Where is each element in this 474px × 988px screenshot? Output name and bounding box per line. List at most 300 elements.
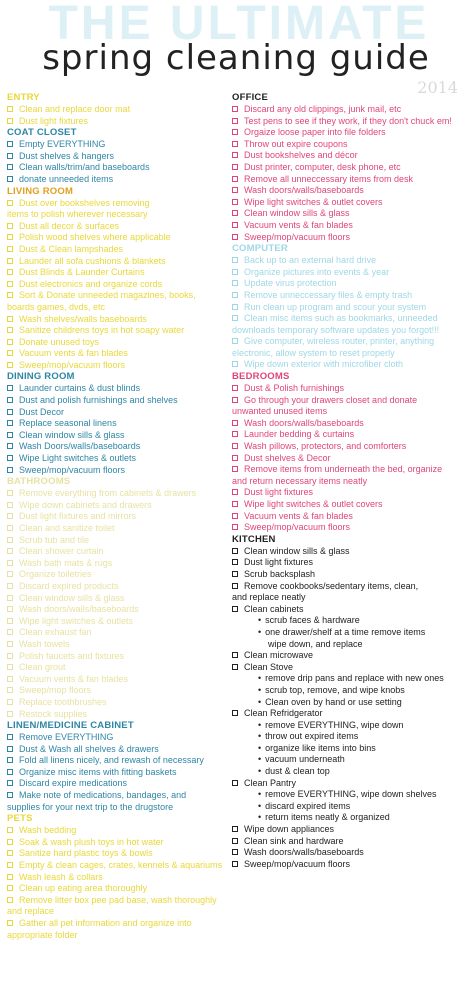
item-label: appropriate folder — [7, 929, 78, 940]
checkbox[interactable] — [232, 652, 238, 658]
item-label: Launder bedding & curtains — [244, 429, 355, 440]
item-label: Clean window sills & glass — [19, 429, 125, 440]
checkbox[interactable] — [232, 152, 238, 158]
checklist-item — [232, 836, 468, 848]
item-label: Dust light fixtures and mirrors — [19, 511, 137, 522]
checkbox[interactable] — [232, 164, 238, 170]
checkbox[interactable] — [232, 420, 238, 426]
checklist-item — [7, 232, 231, 244]
bullet-icon: • — [258, 626, 262, 637]
checklist-item — [232, 406, 468, 418]
item-label: Dust all decor & surfaces — [19, 220, 120, 231]
item-label: Scrub backsplash — [244, 568, 316, 579]
checkbox[interactable] — [7, 362, 13, 368]
item-label: Clean sink and hardware — [244, 835, 344, 846]
checklist-item — [7, 267, 231, 279]
checklist-item — [232, 662, 468, 674]
checklist-item — [7, 104, 231, 116]
item-label: Wipe Light switches & outlets — [19, 453, 137, 464]
checklist-item — [7, 348, 231, 360]
item-label: Clean Refridgerator — [244, 708, 323, 719]
item-label: remove EVERYTHING, wipe down shelves — [265, 789, 437, 800]
checkbox[interactable] — [7, 176, 13, 182]
checkbox[interactable] — [232, 106, 238, 112]
sub-item — [232, 720, 468, 732]
section-title: KITCHEN — [232, 533, 276, 545]
section-linen-medicine-cabinet — [7, 720, 231, 813]
checkbox[interactable] — [7, 397, 13, 403]
item-label: Sort & Donate unneeded magazines, books, — [19, 290, 196, 301]
checkbox[interactable] — [7, 827, 13, 833]
checkbox[interactable] — [7, 525, 13, 531]
item-label: Dust over bookshelves removing — [19, 197, 150, 208]
item-label: and replace — [7, 906, 55, 917]
checkbox[interactable] — [232, 129, 238, 135]
checklist-item — [232, 174, 468, 186]
checklist-item — [7, 407, 231, 419]
checkbox[interactable] — [7, 153, 13, 159]
checklist-item — [232, 708, 468, 720]
checkbox[interactable] — [7, 664, 13, 670]
checkbox[interactable] — [7, 862, 13, 868]
item-label: return items neatly & organized — [265, 812, 390, 823]
bullet-icon: • — [258, 696, 262, 707]
item-label: Remove everything from cabinets & drawers — [19, 488, 197, 499]
checkbox[interactable] — [232, 443, 238, 449]
checkbox[interactable] — [7, 164, 13, 170]
item-label: Clean shower curtain — [19, 546, 104, 557]
checkbox[interactable] — [232, 861, 238, 867]
checkbox[interactable] — [232, 559, 238, 565]
section-dining-room — [7, 371, 231, 476]
checkbox[interactable] — [7, 897, 13, 903]
bullet-icon: • — [258, 615, 262, 626]
checklist-item — [7, 198, 231, 210]
item-label: Clean up eating area thoroughly — [19, 883, 148, 894]
sub-item — [232, 766, 468, 778]
bullet-icon: • — [258, 673, 262, 684]
checkbox[interactable] — [7, 281, 13, 287]
checklist-item — [7, 662, 231, 674]
item-label: Sweep/mop floors — [19, 685, 92, 696]
checklist-item — [7, 325, 231, 337]
checkbox[interactable] — [232, 397, 238, 403]
checkbox[interactable] — [232, 280, 238, 286]
item-label: Soak & wash plush toys in hot water — [19, 836, 164, 847]
checkbox[interactable] — [7, 874, 13, 880]
checkbox[interactable] — [7, 490, 13, 496]
checkbox[interactable] — [232, 234, 238, 240]
checkbox[interactable] — [232, 455, 238, 461]
item-label: Clean microwave — [244, 650, 314, 661]
item-label: Clean Stove — [244, 661, 294, 672]
item-label: Dust printer, computer, desk phone, etc — [244, 161, 401, 172]
item-label: Donate unused toys — [19, 336, 100, 347]
item-label: Wash towels — [19, 638, 70, 649]
checklist-item — [7, 465, 231, 477]
sub-item — [232, 801, 468, 813]
checkbox[interactable] — [232, 385, 238, 391]
item-label: Replace seasonal linens — [19, 418, 117, 429]
item-label: Remove cookbooks/sedentary items, clean, — [244, 580, 419, 591]
bullet-icon: • — [258, 742, 262, 753]
checkbox[interactable] — [232, 431, 238, 437]
item-label: Remove unneccessary files & empty trash — [244, 289, 413, 300]
checkbox[interactable] — [7, 513, 13, 519]
bullet-icon: • — [258, 800, 262, 811]
checkbox[interactable] — [7, 769, 13, 775]
item-label: Wash shelves/walls baseboards — [19, 313, 147, 324]
item-label: Dust & Polish furnishings — [244, 383, 345, 394]
checklist-item — [7, 569, 231, 581]
checklist-item — [7, 581, 231, 593]
section-title: PETS — [7, 813, 33, 825]
checkbox[interactable] — [232, 141, 238, 147]
item-label: Dust Blinds & Launder Curtains — [19, 267, 145, 278]
checkbox[interactable] — [7, 850, 13, 856]
item-label: Discard expire medications — [19, 778, 128, 789]
checklist-item — [7, 883, 231, 895]
checklist-item — [232, 104, 468, 116]
checkbox[interactable] — [7, 223, 13, 229]
checkbox[interactable] — [7, 885, 13, 891]
item-label: Launder all sofa cushions & blankets — [19, 255, 166, 266]
checkbox[interactable] — [7, 687, 13, 693]
checklist-item — [7, 174, 231, 186]
checklist-item — [7, 767, 231, 779]
item-label: Remove EVERYTHING — [19, 732, 114, 743]
item-label: Remove items from underneath the bed, organize — [244, 464, 443, 475]
checklist-item — [232, 487, 468, 499]
checkbox[interactable] — [232, 257, 238, 263]
checklist-item — [7, 139, 231, 151]
item-label: Clean exhaust fan — [19, 627, 92, 638]
checklist-item — [232, 359, 468, 371]
checklist-item — [7, 511, 231, 523]
item-label: Vacuum vents & fan blades — [19, 348, 128, 359]
page-title: spring cleaning guide — [42, 38, 430, 78]
item-label: Dust shelves & hangers — [19, 150, 115, 161]
checklist-item — [232, 325, 468, 337]
checkbox[interactable] — [7, 757, 13, 763]
sub-item — [232, 812, 468, 824]
checkbox[interactable] — [7, 641, 13, 647]
checkbox[interactable] — [7, 734, 13, 740]
checkbox[interactable] — [7, 106, 13, 112]
checkbox[interactable] — [7, 141, 13, 147]
checklist-item — [232, 847, 468, 859]
checklist-item — [7, 221, 231, 233]
checkbox[interactable] — [7, 746, 13, 752]
sub-item — [232, 627, 468, 639]
checklist-item — [232, 569, 468, 581]
checkbox[interactable] — [232, 606, 238, 612]
item-label: Clean cabinets — [244, 603, 304, 614]
checklist-item — [7, 383, 231, 395]
item-label: and replace neatly — [232, 592, 306, 603]
checkbox[interactable] — [7, 234, 13, 240]
checkbox[interactable] — [232, 199, 238, 205]
checklist-item — [232, 197, 468, 209]
checklist-item — [232, 162, 468, 174]
checkbox[interactable] — [232, 501, 238, 507]
sub-item — [232, 743, 468, 755]
sub-item — [232, 673, 468, 685]
item-label: Polish wood shelves where applicable — [19, 232, 171, 243]
checkbox[interactable] — [7, 443, 13, 449]
checklist-item — [232, 383, 468, 395]
checkbox[interactable] — [232, 571, 238, 577]
checklist-item — [232, 127, 468, 139]
checklist-item — [7, 651, 231, 663]
checkbox[interactable] — [7, 583, 13, 589]
item-label: Restock supplies — [19, 708, 88, 719]
checkbox[interactable] — [232, 315, 238, 321]
item-label: Launder curtains & dust blinds — [19, 383, 141, 394]
checklist-item — [7, 418, 231, 430]
checklist-item — [232, 220, 468, 232]
checkbox[interactable] — [7, 571, 13, 577]
item-label: throw out expired items — [265, 731, 359, 742]
item-label: Organize misc items with fitting baskets — [19, 766, 177, 777]
checkbox[interactable] — [232, 187, 238, 193]
checkbox[interactable] — [232, 548, 238, 554]
checklist-item — [232, 429, 468, 441]
section-title: OFFICE — [232, 92, 269, 103]
checklist-item — [7, 872, 231, 884]
checklist-item — [232, 522, 468, 534]
item-label: donate unneeded items — [19, 173, 114, 184]
section-bedrooms — [232, 371, 468, 534]
item-label: Wash doors/walls/baseboards — [244, 185, 364, 196]
checklist-item — [7, 732, 231, 744]
item-label: Throw out expire coupons — [244, 138, 348, 149]
item-label: Discard any old clippings, junk mail, etc — [244, 104, 402, 114]
checklist-item — [7, 825, 231, 837]
checklist-item — [232, 464, 468, 476]
checklist-item — [7, 279, 231, 291]
item-label: Dust electronics and organize cords — [19, 278, 163, 289]
item-label: organize like items into bins — [265, 742, 376, 753]
section-entry — [7, 92, 231, 127]
item-label: Orgaize loose paper into file folders — [244, 127, 386, 138]
checkbox[interactable] — [232, 826, 238, 832]
item-label: Go through your drawers closet and donate — [244, 394, 418, 405]
checkbox[interactable] — [232, 710, 238, 716]
checkbox[interactable] — [232, 338, 238, 344]
checkbox[interactable] — [232, 210, 238, 216]
section-coat-closet — [7, 127, 231, 185]
checkbox[interactable] — [232, 838, 238, 844]
checkbox[interactable] — [7, 839, 13, 845]
checkbox[interactable] — [7, 699, 13, 705]
checklist-item — [7, 430, 231, 442]
checkbox[interactable] — [7, 200, 13, 206]
checklist-item — [232, 511, 468, 523]
item-label: Dust light fixtures — [244, 557, 314, 568]
checkbox[interactable] — [232, 583, 238, 589]
checkbox[interactable] — [7, 467, 13, 473]
checkbox[interactable] — [7, 316, 13, 322]
checkbox[interactable] — [232, 361, 238, 367]
checkbox[interactable] — [232, 269, 238, 275]
item-label: Vacuum vents & fan blades — [244, 510, 353, 521]
item-label: scrub faces & hardware — [265, 615, 360, 626]
checkbox[interactable] — [7, 292, 13, 298]
item-label: Clean grout — [19, 662, 66, 673]
checklist-item — [7, 256, 231, 268]
checkbox[interactable] — [7, 711, 13, 717]
item-label: Remove all unneccessary items from desk — [244, 173, 414, 184]
checklist-item — [7, 895, 231, 907]
item-label: Wipe light switches & outlet covers — [244, 499, 383, 509]
checkbox[interactable] — [7, 258, 13, 264]
checklist-item — [7, 546, 231, 558]
checkbox[interactable] — [7, 269, 13, 275]
checklist-item — [7, 709, 231, 721]
item-label: Vacuum vents & fan blades — [19, 673, 128, 684]
checkbox[interactable] — [7, 629, 13, 635]
checkbox[interactable] — [232, 489, 238, 495]
sub-item — [232, 789, 468, 801]
checkbox[interactable] — [232, 849, 238, 855]
section-title: DINING ROOM — [7, 371, 75, 383]
checklist-item — [7, 930, 231, 942]
checkbox[interactable] — [7, 327, 13, 333]
item-label: Sweep/mop/vacuum floors — [244, 231, 351, 242]
item-label: Polish faucets and fixtures — [19, 650, 125, 661]
item-label: Sweep/mop/vacuum floors — [19, 359, 126, 370]
checkbox[interactable] — [7, 653, 13, 659]
checklist-item — [7, 441, 231, 453]
item-label: Fold all linens nicely, and rewash of necessary — [19, 755, 204, 766]
item-label: Clean window sills & glass — [244, 208, 350, 219]
item-label: Wash doors/walls/baseboards — [244, 417, 364, 428]
checkbox[interactable] — [7, 792, 13, 798]
checklist-item — [7, 453, 231, 465]
checklist-item — [7, 627, 231, 639]
section-pets — [7, 813, 231, 941]
checkbox[interactable] — [7, 606, 13, 612]
checklist-item — [232, 336, 468, 348]
checkbox[interactable] — [7, 560, 13, 566]
item-label: Clean window sills & glass — [19, 592, 125, 603]
item-label: Wash doors/walls/baseboards — [244, 847, 364, 858]
item-label: Sanitize hard plastic toys & bowls — [19, 848, 153, 859]
section-title: COMPUTER — [232, 243, 288, 255]
checklist-item — [232, 395, 468, 407]
checklist-item — [7, 674, 231, 686]
item-label: scrub top, remove, and wipe knobs — [265, 684, 405, 695]
checklist-item — [232, 185, 468, 197]
item-label: vacuum underneath — [265, 754, 345, 765]
item-label: dust & clean top — [265, 766, 330, 777]
item-label: Clean misc items such as bookmarks, unneeded — [244, 313, 438, 324]
item-label: Clean and replace door mat — [19, 104, 131, 114]
checklist-item — [7, 685, 231, 697]
item-label: Sanitize childrens toys in hot soapy water — [19, 325, 185, 336]
bullet-icon: • — [258, 731, 262, 742]
item-label: Clean walls/trim/and baseboards — [19, 162, 150, 173]
item-label: discard expired items — [265, 800, 351, 811]
checkbox[interactable] — [7, 595, 13, 601]
checklist-item — [232, 650, 468, 662]
checkbox[interactable] — [7, 409, 13, 415]
checkbox[interactable] — [7, 618, 13, 624]
checkbox[interactable] — [232, 524, 238, 530]
checkbox[interactable] — [7, 548, 13, 554]
checkbox[interactable] — [7, 385, 13, 391]
checklist-item — [232, 150, 468, 162]
item-label: Back up to an external hard drive — [244, 255, 377, 266]
checklist-item — [232, 139, 468, 151]
checkbox[interactable] — [7, 537, 13, 543]
item-label: Wash bath mats & rugs — [19, 557, 113, 568]
item-label: Wipe down exterior with microfiber cloth — [244, 359, 404, 370]
checklist-item — [7, 860, 231, 872]
checkbox[interactable] — [7, 676, 13, 682]
checklist-item — [7, 697, 231, 709]
item-label: Wipe light switches & outlet covers — [244, 196, 383, 207]
checklist-item — [7, 162, 231, 174]
item-label: Dust shelves & Decor — [244, 452, 331, 463]
checkbox[interactable] — [232, 222, 238, 228]
item-label: Scrub tub and tile — [19, 534, 90, 545]
checkbox[interactable] — [232, 466, 238, 472]
year-label: 2014 — [417, 78, 458, 97]
checkbox[interactable] — [232, 118, 238, 124]
checklist-item — [7, 488, 231, 500]
checklist-item — [232, 278, 468, 290]
checkbox[interactable] — [7, 420, 13, 426]
checkbox[interactable] — [7, 350, 13, 356]
checklist-item — [7, 604, 231, 616]
checkbox[interactable] — [7, 118, 13, 124]
item-label: supplies for your next trip to the drugstore — [7, 801, 174, 812]
checkbox[interactable] — [7, 339, 13, 345]
checkbox[interactable] — [7, 432, 13, 438]
checkbox[interactable] — [232, 664, 238, 670]
checklist-item — [232, 581, 468, 593]
checkbox[interactable] — [7, 502, 13, 508]
checkbox[interactable] — [232, 780, 238, 786]
section-title: LIVING ROOM — [7, 185, 74, 197]
checkbox[interactable] — [232, 176, 238, 182]
checkbox[interactable] — [232, 292, 238, 298]
checklist-item — [7, 360, 231, 372]
checklist-item — [232, 208, 468, 220]
checkbox[interactable] — [7, 780, 13, 786]
checkbox[interactable] — [7, 455, 13, 461]
item-label: items to polish wherever necessary — [7, 209, 148, 220]
bullet-icon: • — [258, 754, 262, 765]
checkbox[interactable] — [232, 304, 238, 310]
section-kitchen — [232, 534, 468, 871]
item-label: Dust bookshelves and décor — [244, 150, 358, 161]
item-label: Run clean up program and scour your system — [244, 301, 427, 312]
checklist-item — [232, 859, 468, 871]
checkbox[interactable] — [7, 920, 13, 926]
checkbox[interactable] — [232, 513, 238, 519]
checkbox[interactable] — [7, 246, 13, 252]
checklist-item — [232, 453, 468, 465]
item-label: Empty EVERYTHING — [19, 139, 106, 150]
checklist-item — [7, 616, 231, 628]
section-office — [232, 92, 468, 243]
section-computer — [232, 243, 468, 371]
checklist-item — [232, 255, 468, 267]
item-label: Clean oven by hand or use setting — [265, 696, 402, 707]
